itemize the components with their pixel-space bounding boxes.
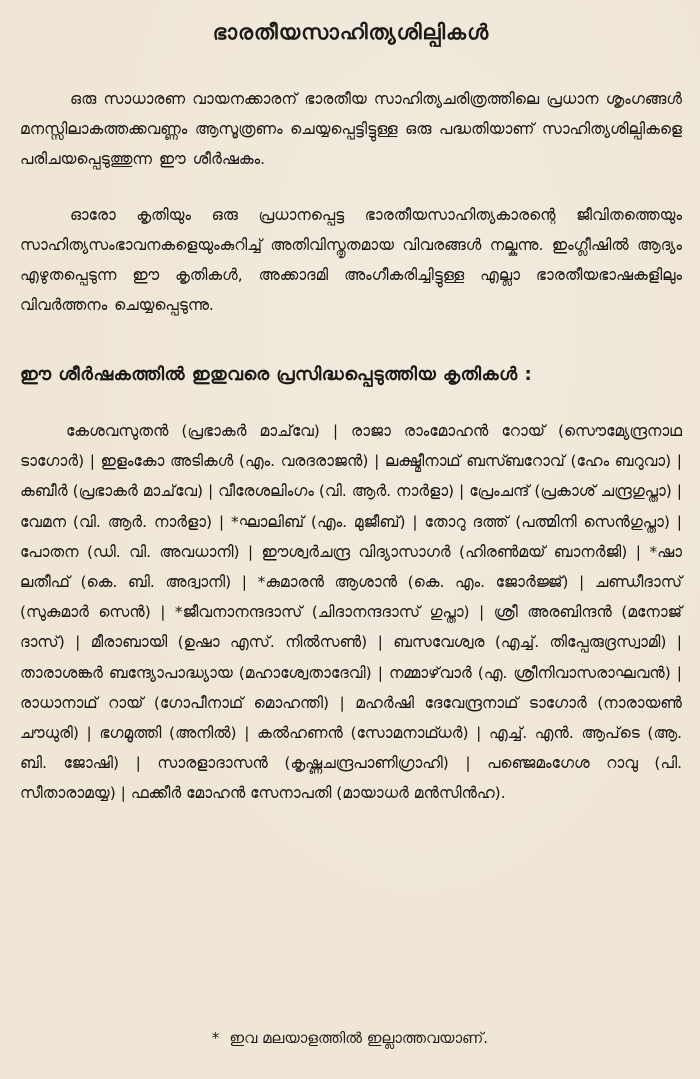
- page-title: ഭാരതീയസാഹിത്യശില്പികൾ: [212, 20, 490, 44]
- published-works-text: കേശവസുതൻ (പ്രഭാകർ മാച്‌വേ) | രാജാ രാംമോഹൻ റോയ് (സൌമ്യേന്ദ്രനാഥ ടാഗോർ) | ഇളംകോ അടികൾ (എം. വരദരാജൻ) | ലക്ഷ്മീനാഥ് ബസ്ബറോവ് (ഹേം ബറുവാ) | കബീർ (പ്രഭാകർ മാച്‌വേ) | വീരേശലിംഗം (വി. ആർ. നാർളാ) | പ്രേംചന്ദ് (പ്രകാശ് ചന്ദ്രഗുപ്താ) | വേമന (വി. ആർ. നാർളാ) | *ഘാലിബ് (എം. മുജീബ്) | തോറു ദത്ത് (പത്മിനി സെൻഗുപ്താ) | പോതന (ഡി. വി. അവധാനി) | ഈശ്വർചന്ദ്ര വിദ്യാസാഗർ (ഹിരൺമയ് ബാനർജി) | *ഷാ ലതീഫ് (കെ. ബി. അദ്വാനി) | *കുമാരൻ ആശാൻ (കെ. എം. ജോർജ്ജ്) | ചണ്ഡീദാസ് (സുകുമാർ സെൻ) | *ജീവനാനന്ദദാസ് (ചിദാനന്ദദാസ് ഗുപ്താ) | ശ്രീ അരബിന്ദൻ (മനോജ് ദാസ്) | മീരാബായി (ഉഷാ എസ്. നിൽസൺ) | ബസവേശ്വര (എച്ച്. തിപ്പേരുദ്രസ്വാമി) | താരാശങ്കർ ബന്ദ്യോപാദ്ധ്യായ (മഹാശ്വേതാദേവി) | നമ്മാഴ്‌വാർ (എ. ശ്രീനിവാസരാഘവൻ) | രാധാനാഥ് റായ് (ഗോപീനാഥ് മൊഹന്തി) | മഹർഷി ദേവേന്ദ്രനാഥ് ടാഗോർ (നാരായൺ ചൗധുരി) | ഭഗമൂത്തി (അനിൽ) | കൽഹണൻ (സോമനാഥ്ധർ) | എച്ച്. എൻ. ആപ്‌ടെ (ആ. ബി. ജോഷി) | സാരളാദാസൻ (കൃഷ്ണചന്ദ്രപാണിഗ്രാഹി) | പഞ്ജെമംഗേശ റാവു (പി. സീതാരാമയ്യ) | ഫക്കീർ മോഹൻ സേനാപതി (മായാധർ മൻസിൻഹ).: [20, 422, 682, 803]
- intro-paragraph-text: ഒരു സാധാരണ വായനക്കാരന് ഭാരതീയ സാഹിത്യചരിത്രത്തിലെ പ്രധാന ശൃംഗങ്ങൾ മനസ്സിലാകത്തക്കവണ്ണം ആസൂത്രണം ചെയ്യപ്പെട്ടിട്ടുള്ള ഒരു പദ്ധതിയാണ് സാഹിത്യശില്പികളെ പരിചയപ്പെടുത്തുന്ന ഈ ശീർഷകം.: [20, 90, 682, 168]
- footnote-text: ഇവ മലയാളത്തിൽ ഇല്ലാത്തവയാണ്.: [229, 1029, 489, 1047]
- details-paragraph: [20, 200, 682, 320]
- footnote: [0, 1026, 700, 1050]
- footnote-marker: *: [211, 1029, 220, 1047]
- intro-paragraph: [20, 84, 682, 174]
- details-paragraph-text: ഓരോ കൃതിയും ഒരു പ്രധാനപ്പെട്ട ഭാരതീയസാഹിത്യകാരന്റെ ജീവിതത്തെയും സാഹിത്യസംഭാവനകളെയുംകുറിച്ച് അതിവിസ്തൃതമായ വിവരങ്ങൾ നല്കുന്നു. ഇംഗ്ലീഷിൽ ആദ്യം എഴുതപ്പെടുന്ന ഈ കൃതികൾ, അക്കാദമി അംഗീകരിച്ചിട്ടുള്ള എല്ലാ ഭാരതീയഭാഷകളിലും വിവർത്തനം ചെയ്യപ്പെടുന്നു.: [20, 206, 682, 314]
- published-works-heading: ഈ ശീർഷകത്തിൽ ഇതുവരെ പ്രസിദ്ധപ്പെടുത്തിയ കൃതികൾ :: [20, 364, 533, 385]
- published-works-list: [20, 416, 682, 809]
